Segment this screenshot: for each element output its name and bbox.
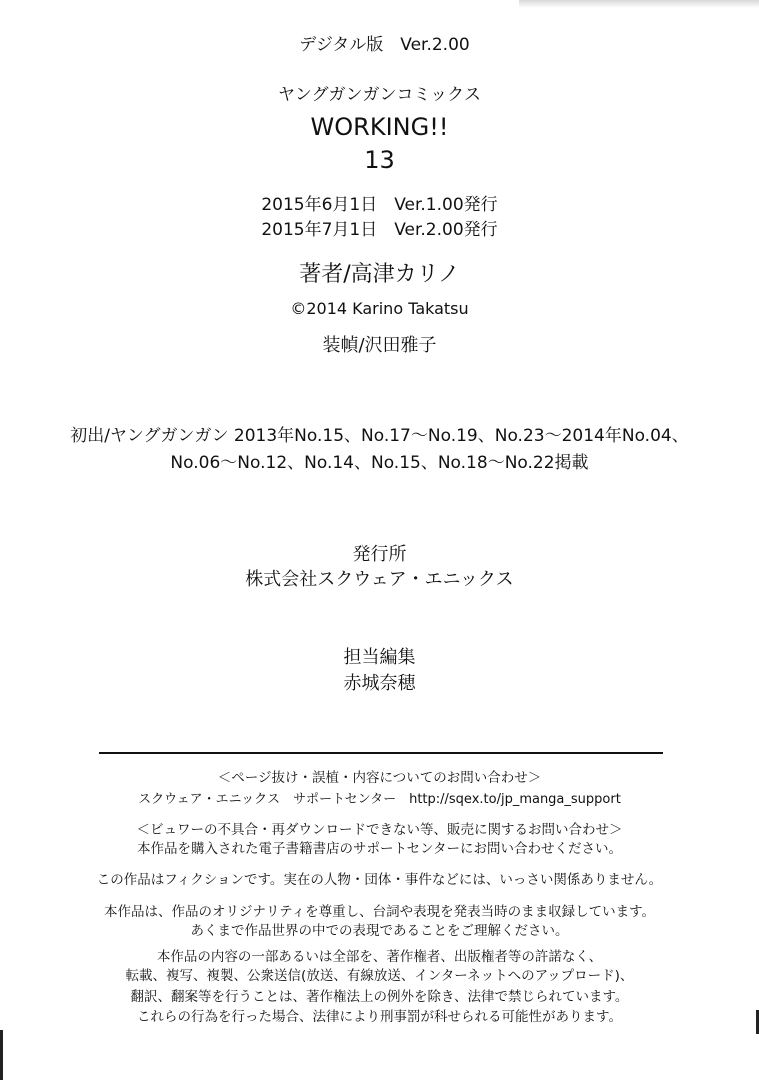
viewer-heading: ＜ビュワーの不具合・再ダウンロードできない等、販売に関するお問い合わせ＞ — [136, 822, 623, 838]
series-label: ヤングガンガンコミックス — [278, 85, 481, 105]
left-scan-edge — [0, 1030, 3, 1080]
author-credit: 著者/高津カリノ — [299, 262, 460, 287]
divider-rule — [99, 752, 663, 754]
legal-notice-3: 翻訳、翻案等を行うことは、著作権法上の例外を除き、法律で禁じられています。 — [130, 989, 629, 1005]
legal-notice-2: 転載、複写、複製、公衆送信(放送、有線放送、インターネットへのアップロード)、 — [125, 968, 634, 984]
support-line: スクウェア・エニックス サポートセンター http://sqex.to/jp_manga_support — [138, 792, 621, 807]
originality-notice-1: 本作品は、作品のオリジナリティを尊重し、台詞や表現を発表当時のまま収録しています。 — [103, 904, 656, 920]
copyright: ©2014 Karino Takatsu — [290, 299, 469, 318]
originality-notice-2: あくまで作品世界の中での表現であることをご理解ください。 — [190, 923, 569, 939]
edition-version: デジタル版 Ver.2.00 — [299, 35, 470, 55]
inquiry-heading: ＜ページ抜け・誤植・内容についてのお問い合わせ＞ — [217, 770, 542, 786]
design-credit: 装幀/沢田雅子 — [322, 335, 437, 356]
scan-edge-shadow — [519, 0, 759, 8]
first-appearance-1: 初出/ヤングガンガン 2013年No.15、No.17～No.19、No.23～2014年No.04、 — [70, 426, 689, 446]
publish-history-1: 2015年6月1日 Ver.1.00発行 — [261, 195, 498, 215]
fiction-notice: この作品はフィクションです。実在の人物・団体・事件などには、いっさい関係ありません。 — [96, 872, 663, 888]
editor-label: 担当編集 — [343, 647, 416, 668]
book-title: WORKING!! — [310, 113, 449, 141]
publisher-name: 株式会社スクウェア・エニックス — [245, 569, 514, 590]
legal-notice-4: これらの行為を行った場合、法律により刑事罰が科せられる可能性があります。 — [137, 1009, 622, 1025]
volume-number: 13 — [364, 146, 395, 174]
viewer-body: 本作品を購入された電子書籍書店のサポートセンターにお問い合わせください。 — [136, 841, 623, 857]
legal-notice-1: 本作品の内容の一部あるいは全部を、著作権者、出版権者等の許諾なく、 — [156, 949, 603, 965]
editor-name: 赤城奈穂 — [343, 673, 416, 694]
publish-history-2: 2015年7月1日 Ver.2.00発行 — [261, 220, 498, 240]
publisher-label: 発行所 — [352, 544, 407, 565]
first-appearance-2: No.06～No.12、No.14、No.15、No.18～No.22掲載 — [170, 453, 589, 473]
